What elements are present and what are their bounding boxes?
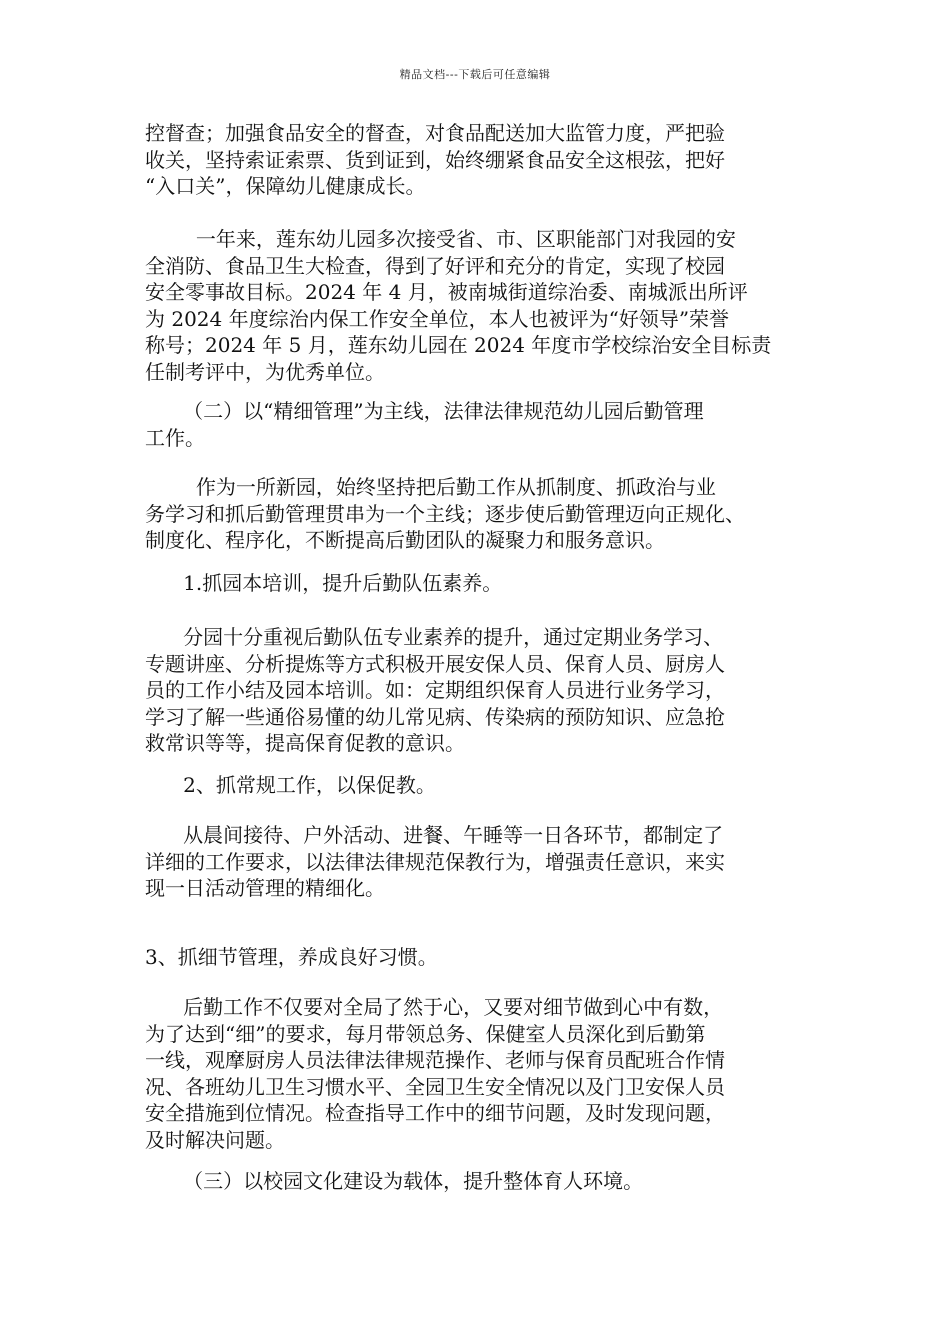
subheading-training: 1.抓园本培训，提升后勤队伍素养。 <box>145 571 503 595</box>
subheading-detail: 3、抓细节管理，养成良好习惯。 <box>145 945 438 969</box>
page-header: 精品文档---下载后可任意编辑 <box>399 68 551 81</box>
paragraph-food-safety: 控督查；加强食品安全的督查，对食品配送加大监管力度，严把验 收关，坚持索证索票、货到证到，始终绷紧食品安全这根弦，把好 “入口关”，保障幼儿健康成长。 <box>145 121 725 198</box>
paragraph-new-kindergarten: 作为一所新园，始终坚持把后勤工作从抓制度、抓政治与业 务学习和抓后勤管理贯串为一个主线；逐步使后勤管理迈向正规化、 制度化、程序化，不断提高后勤团队的凝聚力和服务意识。 <box>145 475 745 552</box>
section-heading-two: （二）以“精细管理”为主线，法律法律规范幼儿园后勤管理 工作。 <box>145 399 704 450</box>
paragraph-routine: 从晨间接待、户外活动、进餐、午睡等一日各环节，都制定了 详细的工作要求，以法律法律规范保教行为，增强责任意识，来实 现一日活动管理的精细化。 <box>145 823 725 900</box>
paragraph-year-summary: 一年来，莲东幼儿园多次接受省、市、区职能部门对我园的安 全消防、食品卫生大检查，得到了好评和充分的肯定，实现了校园 安全零事故目标。2024 年 4 月，被南城街道综治委、南城派出所评 为 2024 年度综治内保工作安全单位，本人也被评为“好领导”荣誉 称号；2024 年 5 月，莲东幼儿园在 2024 年度市学校综治安全目标责 任制考评中，为优秀单位。 <box>145 227 772 384</box>
section-heading-three: （三）以校园文化建设为载体，提升整体育人环境。 <box>145 1169 644 1193</box>
paragraph-detail: 后勤工作不仅要对全局了然于心，又要对细节做到心中有数， 为了达到“细”的要求，每月带领总务、保健室人员深化到后勤第 一线，观摩厨房人员法律法律规范操作、老师与保育员配班合作情 况、各班幼儿卫生习惯水平、全园卫生安全情况以及门卫安保人员 安全措施到位情况。检查指导工作中的细节问题，及时发现问题， 及时解决问题。 <box>145 995 725 1152</box>
paragraph-training: 分园十分重视后勤队伍专业素养的提升，通过定期业务学习、 专题讲座、分析提炼等方式积极开展安保人员、保育人员、厨房人 员的工作小结及园本培训。如：定期组织保育人员进行业务学习， 学习了解一些通俗易懂的幼儿常见病、传染病的预防知识、应急抢 救常识等等，提高保育促教的意识。 <box>145 625 725 755</box>
subheading-routine: 2、抓常规工作，以保促教。 <box>145 773 436 797</box>
